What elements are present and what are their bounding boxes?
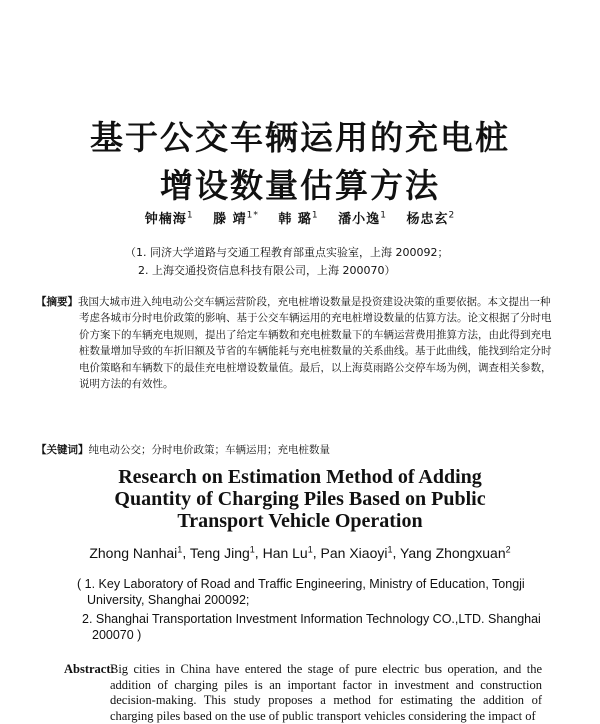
chinese-author: 钟楠海$^1$ — [144, 210, 194, 227]
chinese-abstract-label: 【摘要】 — [36, 296, 78, 308]
english-author: Han Lu$^1$ — [262, 544, 313, 561]
chinese-author: 韩 璐$^1$ — [278, 210, 319, 227]
chinese-author-list — [0, 208, 600, 227]
english-title-line-2: Quantity of Charging Piles Based on Public — [114, 488, 486, 510]
english-affiliation-1: ( 1. Key Laboratory of Road and Traffic Engineering, Ministry of Education, Tongji University, Shanghai 200092; — [77, 577, 525, 607]
english-author: Yang Zhongxuan$^2$ — [400, 544, 511, 561]
english-author: Zhong Nanhai$^1$ — [89, 544, 183, 561]
chinese-keywords-text: 纯电动公交；分时电价政策；车辆运用；充电桩数量 — [88, 444, 330, 456]
english-affiliation-2: 2. Shanghai Transportation Investment Information Technology CO.,LTD. Shanghai 200070 ) — [82, 612, 541, 642]
chinese-affiliation-2: 2. 上海交通投资信息科技有限公司，上海 200070） — [138, 264, 396, 277]
english-abstract-text: Big cities in China have entered the stage of pure electric bus operation, and the addition of charging piles is an important factor in investment and construction decision-making. This study proposes a method for estimating the addition of charging piles based on the use of public transport vehicles considering the impact of — [110, 662, 542, 723]
chinese-abstract — [36, 294, 560, 392]
english-author-list: Zhong Nanhai$^1$, Teng Jing$^1$, Han Lu$^1$, Pan Xiaoyi$^1$, Yang Zhongxuan$^2$ — [89, 544, 511, 561]
english-author: Teng Jing$^1$ — [189, 544, 255, 561]
chinese-author: 滕 靖$^{1*}$ — [213, 210, 259, 227]
english-author: Pan Xiaoyi$^1$ — [320, 544, 393, 561]
chinese-author: 潘小逸$^1$ — [338, 210, 387, 227]
chinese-title-line-2: 增设数量估算方法 — [160, 166, 440, 205]
english-abstract-label: Abstract: — [64, 662, 115, 676]
english-title-line-3: Transport Vehicle Operation — [177, 510, 423, 532]
chinese-affiliation-1: （1. 同济大学道路与交通工程教育部重点实验室，上海 200092； — [125, 246, 449, 259]
english-abstract — [64, 662, 542, 724]
chinese-keywords-label: 【关键词】 — [36, 444, 89, 456]
chinese-keywords — [36, 442, 330, 457]
chinese-author: 杨忠玄$^2$ — [406, 210, 456, 227]
english-title-line-1: Research on Estimation Method of Adding — [118, 466, 482, 488]
chinese-abstract-text: 我国大城市进入纯电动公交车辆运营阶段，充电桩增设数量是投资建设决策的重要依据。本文提出一种考虑各城市分时电价政策的影响、基于公交车辆运用的充电桩增设数量的估算方法。论文根据了分时电价方案下的车辆充电规则，提出了给定车辆数和充电桩数量下的车辆运营费用推算方法，由此得到充电桩数量增加导致的车折旧额及节省的车辆能耗与充电桩数量的关系曲线。基于此曲线，能找到给定分时电价策略和车辆数下的最佳充电桩增设数量值。最后，以上海莫雨路公交停车场为例，调查相关参数，说明方法的有效性。 — [78, 296, 552, 391]
chinese-title-line-1: 基于公交车辆运用的充电桩 — [90, 118, 510, 157]
